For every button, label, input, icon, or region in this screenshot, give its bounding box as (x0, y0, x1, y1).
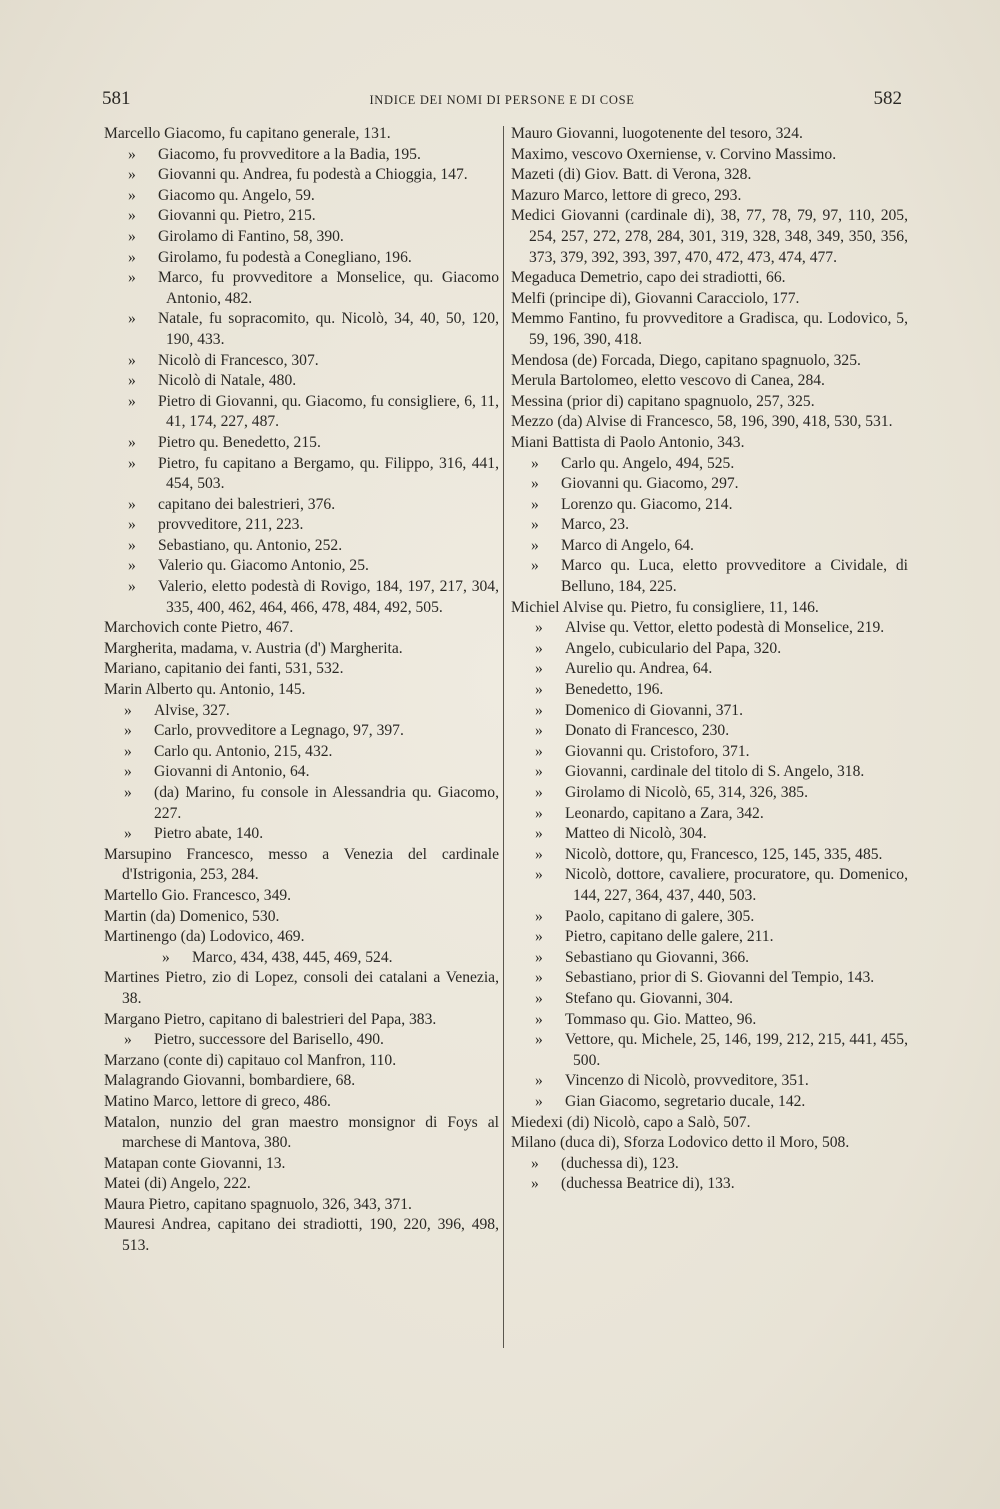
entry-text: Nicolò di Natale, 480. (158, 372, 297, 390)
index-subentry (104, 824, 499, 845)
ditto-mark: » (535, 866, 543, 884)
ditto-mark: » (128, 516, 136, 534)
entry-text: Sebastiano, qu. Antonio, 252. (158, 536, 343, 554)
index-subentry (511, 1154, 908, 1175)
entry-text: Marcello Giacomo, fu capitano generale, 131. (104, 125, 391, 142)
index-subentry (511, 1174, 908, 1195)
index-entry (511, 165, 908, 186)
ditto-mark: » (128, 166, 136, 184)
index-entry (104, 968, 499, 1009)
index-entry (104, 124, 499, 145)
index-subentry (104, 1030, 499, 1051)
entry-text: Domenico di Giovanni, 371. (565, 701, 744, 719)
ditto-mark: » (128, 454, 136, 472)
ditto-mark: » (535, 681, 543, 699)
entry-text: Gian Giacomo, segretario ducale, 142. (565, 1092, 806, 1110)
entry-text: Donato di Francesco, 230. (565, 722, 730, 740)
entry-text: provveditore, 211, 223. (158, 516, 304, 534)
index-entry (511, 392, 908, 413)
entry-text: Mauresi Andrea, capitano dei stradiotti, 190, 220, 396, 498, 513. (104, 1216, 499, 1255)
index-entry (511, 1133, 908, 1154)
entry-text: Mauro Giovanni, luogotenente del tesoro, 324. (511, 125, 803, 142)
entry-text: Mezzo (da) Alvise di Francesco, 58, 196, 390, 418, 530, 531. (511, 413, 893, 431)
entry-text: Mazeti (di) Giov. Batt. di Verona, 328. (511, 166, 752, 184)
entry-text: Aurelio qu. Andrea, 64. (565, 660, 713, 678)
ditto-mark: » (535, 742, 543, 760)
entry-text: Girolamo di Fantino, 58, 390. (158, 227, 344, 245)
index-entry (104, 907, 499, 928)
entry-text: (duchessa di), 123. (561, 1154, 679, 1172)
entry-text: Girolamo, fu podestà a Conegliano, 196. (158, 248, 412, 266)
index-subentry (104, 186, 499, 207)
entry-text: Mariano, capitanio dei fanti, 531, 532. (104, 660, 344, 678)
column-divider (503, 126, 504, 1348)
entry-text: Martin (da) Domenico, 530. (104, 907, 280, 925)
ditto-mark: » (535, 784, 543, 801)
index-subentry (104, 206, 499, 227)
index-subentry (511, 865, 908, 906)
entry-text: Marchovich conte Pietro, 467. (104, 619, 294, 637)
entry-text: Mendosa (de) Forcada, Diego, capitano spagnuolo, 325. (511, 351, 861, 369)
ditto-mark: » (535, 825, 543, 843)
page-header (102, 88, 902, 118)
entry-text: Merula Bartolomeo, eletto vescovo di Canea, 284. (511, 372, 825, 390)
entry-text: Marzano (conte di) capitauo col Manfron, 110. (104, 1051, 397, 1069)
entry-text: Pietro, successore del Barisello, 490. (154, 1031, 384, 1049)
index-subentry (511, 907, 908, 928)
entry-text: Pietro di Giovanni, qu. Giacomo, fu consigliere, 6, 11, 41, 174, 227, 487. (158, 392, 499, 431)
ditto-mark: » (124, 742, 132, 760)
entry-text: Giovanni qu. Cristoforo, 371. (565, 742, 750, 760)
entry-text: Vincenzo di Nicolò, provveditore, 351. (565, 1072, 809, 1090)
index-entry (104, 1113, 499, 1154)
ditto-mark: » (531, 1175, 539, 1193)
index-subentry (511, 968, 908, 989)
entry-text: Giovanni qu. Pietro, 215. (158, 207, 316, 225)
ditto-mark: » (128, 248, 136, 266)
ditto-mark: » (128, 207, 136, 225)
ditto-mark: » (535, 619, 543, 637)
ditto-mark: » (128, 186, 136, 204)
index-entry (511, 598, 908, 619)
index-subentry (511, 783, 908, 804)
entry-text: Melfi (principe di), Giovanni Caracciolo, 177. (511, 289, 800, 307)
ditto-mark: » (535, 639, 543, 657)
entry-text: Milano (duca di), Sforza Lodovico detto il Moro, 508. (511, 1134, 850, 1152)
index-subentry (104, 701, 499, 722)
index-subentry (511, 1030, 908, 1071)
index-entry (511, 289, 908, 310)
left-page-number: 581 (102, 88, 131, 109)
entry-text: Matteo di Nicolò, 304. (565, 825, 707, 843)
index-entry (104, 1051, 499, 1072)
entry-text: Valerio, eletto podestà di Rovigo, 184, 197, 217, 304, 335, 400, 462, 464, 466, 478, 484, 492, 505. (158, 578, 499, 616)
entry-text: Miedexi (di) Nicolò, capo a Salò, 507. (511, 1113, 751, 1131)
index-entry (104, 1174, 499, 1195)
entry-text: Giovanni, cardinale del titolo di S. Angelo, 318. (565, 763, 865, 781)
entry-text: Maura Pietro, capitano spagnuolo, 326, 343, 371. (104, 1195, 412, 1213)
entry-text: Carlo qu. Antonio, 215, 432. (154, 742, 333, 760)
index-subentry (511, 927, 908, 948)
entry-text: Messina (prior di) capitano spagnuolo, 257, 325. (511, 392, 815, 410)
ditto-mark: » (531, 475, 539, 493)
ditto-mark: » (535, 969, 543, 987)
ditto-mark: » (535, 845, 543, 863)
index-subentry (104, 433, 499, 454)
ditto-mark: » (128, 372, 136, 390)
index-entry (511, 433, 908, 454)
ditto-mark: » (531, 495, 539, 513)
index-entry (104, 618, 499, 639)
ditto-mark: » (535, 948, 543, 966)
index-entry (104, 680, 499, 701)
entry-text: Martello Gio. Francesco, 349. (104, 886, 292, 904)
ditto-mark: » (128, 269, 136, 287)
ditto-mark: » (128, 145, 136, 163)
right-index-column (511, 124, 908, 1195)
index-entry (511, 206, 908, 268)
ditto-mark: » (124, 701, 132, 719)
index-subentry (104, 515, 499, 536)
index-entry (104, 927, 499, 948)
entry-text: Maximo, vescovo Oxerniense, v. Corvino Massimo. (511, 145, 837, 163)
index-entry (104, 639, 499, 660)
index-entry (104, 845, 499, 886)
ditto-mark: » (535, 989, 543, 1007)
index-entry (511, 351, 908, 372)
entry-text: Marco, fu provveditore a Monselice, qu. Giacomo Antonio, 482. (158, 269, 499, 307)
index-subentry (511, 495, 908, 516)
entry-text: Leonardo, capitano a Zara, 342. (565, 804, 764, 822)
ditto-mark: » (162, 948, 170, 966)
entry-text: Martines Pietro, zio di Lopez, consoli dei catalani a Venezia, 38. (104, 969, 499, 1007)
index-subentry (511, 701, 908, 722)
ditto-mark: » (535, 701, 543, 719)
index-subentry (104, 536, 499, 557)
index-subentry (104, 948, 499, 969)
entry-text: Giacomo, fu provveditore a la Badia, 195. (158, 145, 421, 163)
ditto-mark: » (124, 722, 132, 740)
entry-text: Marin Alberto qu. Antonio, 145. (104, 681, 306, 699)
index-subentry (104, 721, 499, 742)
index-subentry (511, 845, 908, 866)
ditto-mark: » (128, 495, 136, 513)
entry-text: Angelo, cubiculario del Papa, 320. (565, 639, 782, 657)
entry-text: Marco di Angelo, 64. (561, 536, 694, 554)
entry-text: Memmo Fantino, fu provveditore a Gradisca, qu. Lodovico, 5, 59, 196, 390, 418. (511, 310, 908, 348)
ditto-mark: » (535, 722, 543, 740)
entry-text: Megaduca Demetrio, capo dei stradiotti, 66. (511, 269, 786, 287)
ditto-mark: » (124, 784, 132, 801)
ditto-mark: » (128, 578, 136, 596)
ditto-mark: » (128, 557, 136, 575)
index-entry (104, 886, 499, 907)
ditto-mark: » (531, 1154, 539, 1172)
entry-text: Marsupino Francesco, messo a Venezia del cardinale d'Istrigonia, 253, 284. (104, 845, 499, 884)
entry-text: Sebastiano, prior di S. Giovanni del Tempio, 143. (565, 969, 875, 987)
ditto-mark: » (535, 928, 543, 946)
index-entry (104, 1154, 499, 1175)
index-subentry (104, 742, 499, 763)
index-subentry (104, 783, 499, 824)
entry-text: Nicolò, dottore, cavaliere, procuratore, qu. Domenico, 144, 227, 364, 437, 440, 503. (565, 866, 908, 904)
entry-text: Miani Battista di Paolo Antonio, 343. (511, 433, 745, 451)
ditto-mark: » (535, 804, 543, 822)
entry-text: Marco, 434, 438, 445, 469, 524. (192, 948, 393, 966)
entry-text: (duchessa Beatrice di), 133. (561, 1175, 735, 1193)
index-subentry (511, 762, 908, 783)
right-page-number: 582 (873, 88, 902, 109)
ditto-mark: » (535, 1010, 543, 1028)
entry-text: Giovanni qu. Giacomo, 297. (561, 475, 739, 493)
index-subentry (511, 474, 908, 495)
index-subentry (104, 248, 499, 269)
entry-text: Matino Marco, lettore di greco, 486. (104, 1092, 331, 1110)
entry-text: Carlo, provveditore a Legnago, 97, 397. (154, 722, 404, 740)
index-entry (511, 124, 908, 145)
index-subentry (511, 1092, 908, 1113)
ditto-mark: » (531, 536, 539, 554)
ditto-mark: » (531, 557, 539, 575)
index-subentry (511, 515, 908, 536)
ditto-mark: » (531, 454, 539, 472)
index-subentry (104, 309, 499, 350)
ditto-mark: » (124, 763, 132, 781)
entry-text: Vettore, qu. Michele, 25, 146, 199, 212, 215, 441, 455, 500. (565, 1031, 908, 1069)
index-entry (104, 659, 499, 680)
index-subentry (511, 824, 908, 845)
ditto-mark: » (535, 660, 543, 678)
index-entry (104, 1195, 499, 1216)
index-subentry (104, 371, 499, 392)
ditto-mark: » (128, 536, 136, 554)
index-subentry (104, 227, 499, 248)
entry-text: Pietro abate, 140. (154, 825, 264, 843)
entry-text: Nicolò di Francesco, 307. (158, 351, 319, 369)
index-subentry (511, 556, 908, 597)
entry-text: Michiel Alvise qu. Pietro, fu consigliere, 11, 146. (511, 598, 819, 616)
entry-text: Girolamo di Nicolò, 65, 314, 326, 385. (565, 784, 808, 801)
entry-text: Lorenzo qu. Giacomo, 214. (561, 495, 733, 513)
entry-text: Tommaso qu. Gio. Matteo, 96. (565, 1010, 757, 1028)
index-subentry (511, 804, 908, 825)
index-subentry (104, 351, 499, 372)
index-subentry (104, 268, 499, 309)
entry-text: Mazuro Marco, lettore di greco, 293. (511, 186, 742, 204)
entry-text: Benedetto, 196. (565, 681, 664, 699)
index-subentry (511, 742, 908, 763)
index-entry (511, 186, 908, 207)
index-subentry (104, 392, 499, 433)
entry-text: capitano dei balestrieri, 376. (158, 495, 336, 513)
entry-text: (da) Marino, fu console in Alessandria qu. Giacomo, 227. (154, 784, 499, 822)
ditto-mark: » (531, 516, 539, 534)
index-entry (511, 371, 908, 392)
entry-text: Carlo qu. Angelo, 494, 525. (561, 454, 735, 472)
entry-text: Margano Pietro, capitano di balestrieri del Papa, 383. (104, 1010, 437, 1028)
entry-text: Marco, 23. (561, 516, 629, 534)
entry-text: Marco qu. Luca, eletto provveditore a Cividale, di Belluno, 184, 225. (561, 557, 908, 596)
ditto-mark: » (128, 227, 136, 245)
index-subentry (511, 1071, 908, 1092)
ditto-mark: » (124, 1031, 132, 1049)
index-entry (104, 1092, 499, 1113)
index-entry (104, 1215, 499, 1256)
entry-text: Matapan conte Giovanni, 13. (104, 1154, 286, 1172)
index-subentry (104, 577, 499, 618)
ditto-mark: » (128, 392, 136, 410)
index-subentry (104, 165, 499, 186)
index-entry (511, 412, 908, 433)
entry-text: Sebastiano qu Giovanni, 366. (565, 948, 750, 966)
index-subentry (511, 639, 908, 660)
index-subentry (104, 556, 499, 577)
entry-text: Nicolò, dottore, qu, Francesco, 125, 145, 335, 485. (565, 845, 883, 863)
index-subentry (511, 618, 908, 639)
index-subentry (104, 762, 499, 783)
ditto-mark: » (128, 310, 136, 328)
running-title: INDICE DEI NOMI DI PERSONE E DI COSE (369, 93, 635, 107)
entry-text: Giacomo qu. Angelo, 59. (158, 186, 315, 204)
index-entry (104, 1010, 499, 1031)
index-entry (511, 145, 908, 166)
entry-text: Martinengo (da) Lodovico, 469. (104, 928, 305, 946)
entry-text: Malagrando Giovanni, bombardiere, 68. (104, 1072, 356, 1090)
ditto-mark: » (535, 1031, 543, 1049)
ditto-mark: » (128, 433, 136, 451)
index-subentry (511, 989, 908, 1010)
ditto-mark: » (535, 763, 543, 781)
index-entry (511, 268, 908, 289)
entry-text: Natale, fu sopracomito, qu. Nicolò, 34, 40, 50, 120, 190, 433. (158, 310, 499, 348)
entry-text: Alvise qu. Vettor, eletto podestà di Monselice, 219. (565, 619, 885, 637)
entry-text: Stefano qu. Giovanni, 304. (565, 989, 734, 1007)
ditto-mark: » (535, 907, 543, 925)
ditto-mark: » (128, 351, 136, 369)
entry-text: Valerio qu. Giacomo Antonio, 25. (158, 557, 369, 575)
index-entry (104, 1071, 499, 1092)
index-subentry (511, 659, 908, 680)
entry-text: Pietro qu. Benedetto, 215. (158, 433, 321, 451)
entry-text: Giovanni qu. Andrea, fu podestà a Chioggia, 147. (158, 166, 468, 184)
entry-text: Paolo, capitano di galere, 305. (565, 907, 755, 925)
ditto-mark: » (124, 825, 132, 843)
entry-text: Medici Giovanni (cardinale di), 38, 77, 78, 79, 97, 110, 205, 254, 257, 272, 278, 284, 301, 319, 328, 348, 349, 350, 356, 373, 379, 392, 393, 397, 470, 472, 473, 474, 477. (511, 207, 908, 266)
entry-text: Pietro, capitano delle galere, 211. (565, 928, 774, 946)
ditto-mark: » (535, 1072, 543, 1090)
index-subentry (511, 536, 908, 557)
entry-text: Giovanni di Antonio, 64. (154, 763, 310, 781)
entry-text: Matei (di) Angelo, 222. (104, 1175, 251, 1193)
entry-text: Alvise, 327. (154, 701, 230, 719)
index-subentry (511, 454, 908, 475)
entry-text: Matalon, nunzio del gran maestro monsignor di Foys al marchese di Mantova, 380. (104, 1113, 499, 1152)
index-subentry (511, 1010, 908, 1031)
ditto-mark: » (535, 1092, 543, 1110)
index-entry (511, 1113, 908, 1134)
index-subentry (511, 948, 908, 969)
entry-text: Pietro, fu capitano a Bergamo, qu. Filippo, 316, 441, 454, 503. (158, 454, 499, 493)
index-subentry (511, 680, 908, 701)
index-subentry (104, 495, 499, 516)
entry-text: Margherita, madama, v. Austria (d') Margherita. (104, 639, 403, 657)
index-subentry (104, 454, 499, 495)
index-subentry (511, 721, 908, 742)
index-subentry (104, 145, 499, 166)
index-entry (511, 309, 908, 350)
left-index-column (104, 124, 499, 1257)
